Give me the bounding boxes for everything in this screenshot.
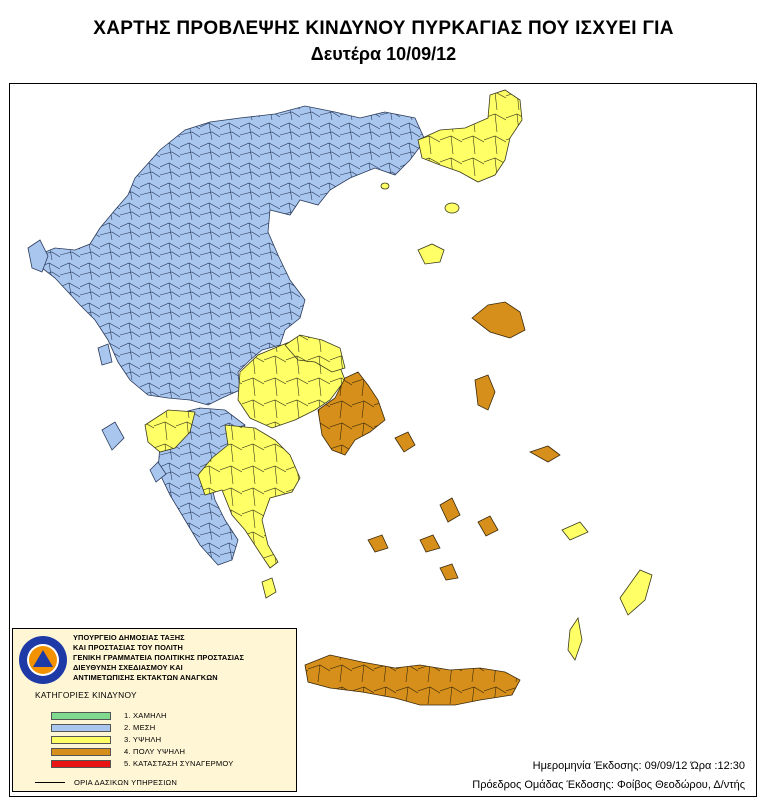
categories-title: ΚΑΤΗΓΟΡΙΕΣ ΚΙΝΔΥΝΟΥ <box>35 690 137 700</box>
legend-swatch-alert <box>51 760 111 768</box>
cyclades-islands-b <box>440 498 460 522</box>
legend-label-very-high: 4. ΠΟΛΥ ΥΨΗΛΗ <box>124 747 186 756</box>
legend-swatch-very-high <box>51 748 111 756</box>
legend-label-alert: 5. ΚΑΤΑΣΤΑΣΗ ΣΥΝΑΓΕΡΜΟΥ <box>124 759 234 768</box>
lefkada-island <box>98 344 112 365</box>
ministry-line-3: ΓΕΝΙΚΗ ΓΡΑΜΜΑΤΕΙΑ ΠΟΛΙΤΙΚΗΣ ΠΡΟΣΤΑΣΙΑΣ <box>73 653 244 662</box>
kos-island <box>562 522 588 540</box>
ministry-line-4: ΔΙΕΥΘΥΝΣΗ ΣΧΕΔΙΑΣΜΟΥ ΚΑΙ <box>73 663 183 672</box>
map-date: Δευτέρα 10/09/12 <box>310 44 457 64</box>
chios-island <box>475 375 495 410</box>
legend-label-low: 1. ΧΑΜΗΛΗ <box>124 711 167 720</box>
ministry-line-1: ΥΠΟΥΡΓΕΙΟ ΔΗΜΟΣΙΑΣ ΤΑΞΗΣ <box>73 633 185 642</box>
cyclades-islands-c <box>368 535 388 552</box>
lesvos-island <box>472 302 525 338</box>
legend-panel <box>12 628 297 792</box>
legend-label-medium: 2. ΜΕΣΗ <box>124 723 156 732</box>
lemnos-island <box>418 244 444 264</box>
legend-swatch-medium <box>51 724 111 732</box>
legend-label-high: 3. ΥΨΗΛΗ <box>124 735 162 744</box>
issue-chair: Πρόεδρος Ομάδας Έκδοσης: Φοίβος Θεοδώρου, Δ/ντής <box>472 779 745 791</box>
map-title: ΧΑΡΤΗΣ ΠΡΟΒΛΕΨΗΣ ΚΙΝΔΥΝΟΥ ΠΥΡΚΑΓΙΑΣ ΠΟΥ ΙΣΧΥΕΙ ΓΙΑ <box>93 18 674 39</box>
mainland-north-region <box>38 106 425 405</box>
crete-island <box>305 655 520 705</box>
cyclades-islands-d <box>420 535 440 552</box>
ministry-line-5: ΑΝΤΙΜΕΤΩΠΙΣΗΣ ΕΚΤΑΚΤΩΝ ΑΝΑΓΚΩΝ <box>73 673 218 682</box>
kefalonia-island <box>102 422 124 450</box>
civil-protection-logo-icon <box>18 635 68 685</box>
legend-item-high <box>51 735 161 744</box>
legend-swatch-low <box>51 712 111 720</box>
ministry-line-2: ΚΑΙ ΠΡΟΣΤΑΣΙΑΣ ΤΟΥ ΠΟΛΙΤΗ <box>73 643 183 652</box>
legend-item-alert <box>51 759 234 768</box>
cyclades-islands-e <box>478 516 498 536</box>
cyclades-islands-f <box>440 564 458 580</box>
boundary-label: ΟΡΙΑ ΔΑΣΙΚΩΝ ΥΠΗΡΕΣΙΩΝ <box>74 778 178 787</box>
samos-island <box>530 446 560 462</box>
thassos-island <box>445 203 459 213</box>
samothrace-island <box>381 183 389 189</box>
ministry-text <box>73 633 244 683</box>
legend-swatch-high <box>51 736 111 744</box>
legend-item-medium <box>51 723 155 732</box>
thrace-region <box>418 90 522 182</box>
rhodes-island <box>620 570 652 615</box>
kythira-island <box>262 578 276 598</box>
legend-item-boundary <box>35 778 177 787</box>
issue-date-time: Ημερομηνία Έκδοσης: 09/09/12 Ώρα :12:30 <box>532 760 745 772</box>
karpathos-island <box>568 618 582 660</box>
cyclades-islands-a <box>395 432 415 452</box>
legend-item-very-high <box>51 747 185 756</box>
boundary-line-icon <box>35 782 65 783</box>
legend-item-low <box>51 711 167 720</box>
